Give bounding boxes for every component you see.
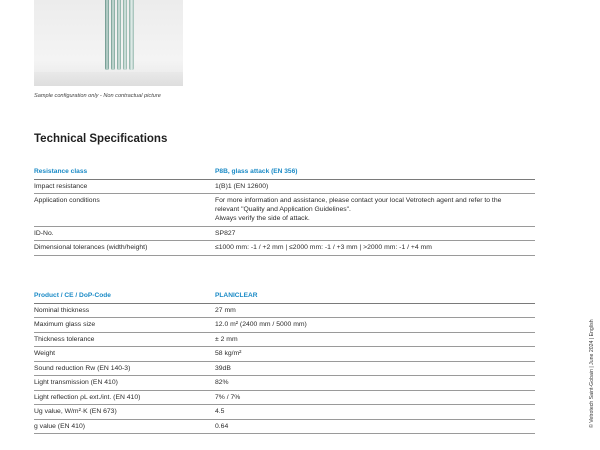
- row-label: Light reflection ρL ext./int. (EN 410): [34, 393, 141, 401]
- row-value: [215, 194, 535, 226]
- row-label: Light transmission (EN 410): [34, 379, 118, 386]
- row-label: Application conditions: [34, 197, 100, 204]
- row-value: 27 mm: [215, 306, 236, 314]
- row-value: 39dB: [215, 364, 231, 372]
- header-label: Resistance class: [34, 168, 88, 175]
- row-label: Thickness tolerance: [34, 335, 95, 343]
- glass-pane-2: [111, 0, 115, 70]
- row-value: 82%: [215, 379, 229, 386]
- row-value: 0.64: [215, 422, 229, 430]
- row-label: Dimensional tolerances (width/height): [34, 244, 148, 251]
- table-row: [34, 304, 535, 319]
- row-label: Weight: [34, 350, 56, 357]
- image-caption: Sample configuration only - Non contractual picture: [34, 93, 161, 99]
- table-row: [34, 362, 535, 377]
- spec-table-product: [34, 289, 535, 434]
- table-row: [34, 318, 535, 333]
- row-label: Maximum glass size: [34, 321, 96, 328]
- table-row: [34, 391, 535, 406]
- table-row: [34, 347, 535, 362]
- row-label: g value (EN 410): [34, 422, 86, 430]
- row-label: Ug value, W/m²·K (EN 673): [34, 408, 117, 415]
- header-label: Product / CE / DoP-Code: [34, 292, 111, 299]
- table-row: [34, 180, 535, 195]
- row-value: 58 kg/m²: [215, 350, 242, 357]
- row-label: ID-No.: [34, 229, 54, 237]
- row-value: 7% / 7%: [215, 393, 241, 401]
- row-value: 4.5: [215, 408, 225, 415]
- photo-floor: [34, 72, 183, 86]
- table-row: [34, 420, 535, 435]
- value-line: For more information and assistance, please contact your local Vetrotech agent and refer to the: [215, 197, 502, 204]
- table-row: [34, 333, 535, 348]
- copyright-side-note: © Vetrotech Saint-Gobain | June 2024 | English: [589, 319, 595, 428]
- product-photo: [34, 0, 183, 86]
- section-title: Technical Specifications: [34, 133, 168, 145]
- row-value: SP827: [215, 229, 236, 237]
- glass-pane-4: [123, 0, 127, 70]
- table-row: [34, 405, 535, 420]
- row-value: 1(B)1 (EN 12600): [215, 182, 269, 190]
- header-value: PLANICLEAR: [215, 292, 258, 299]
- table-header-row: [34, 165, 535, 180]
- header-value: P8B, glass attack (EN 356): [215, 168, 298, 175]
- row-value: 12.0 m² (2400 mm / 5000 mm): [215, 321, 307, 328]
- glass-pane-3: [117, 0, 121, 70]
- row-label: Sound reduction Rw (EN 140-3): [34, 364, 131, 372]
- row-value: ≤1000 mm: -1 / +2 mm | ≤2000 mm: -1 / +3 mm | >2000 mm: -1 / +4 mm: [215, 244, 432, 251]
- table-row: [34, 376, 535, 391]
- table-row: [34, 194, 535, 227]
- row-label: Impact resistance: [34, 182, 88, 190]
- spec-table-resistance: [34, 165, 535, 256]
- table-row: [34, 227, 535, 242]
- glass-pane-5: [129, 0, 134, 70]
- value-line: Always verify the side of attack.: [215, 215, 310, 222]
- table-header-row: [34, 289, 535, 304]
- glass-pane-1: [105, 0, 109, 70]
- row-label: Nominal thickness: [34, 306, 90, 314]
- value-line: relevant "Quality and Application Guidelines".: [215, 206, 351, 213]
- row-value: ± 2 mm: [215, 335, 238, 343]
- table-row: [34, 241, 535, 256]
